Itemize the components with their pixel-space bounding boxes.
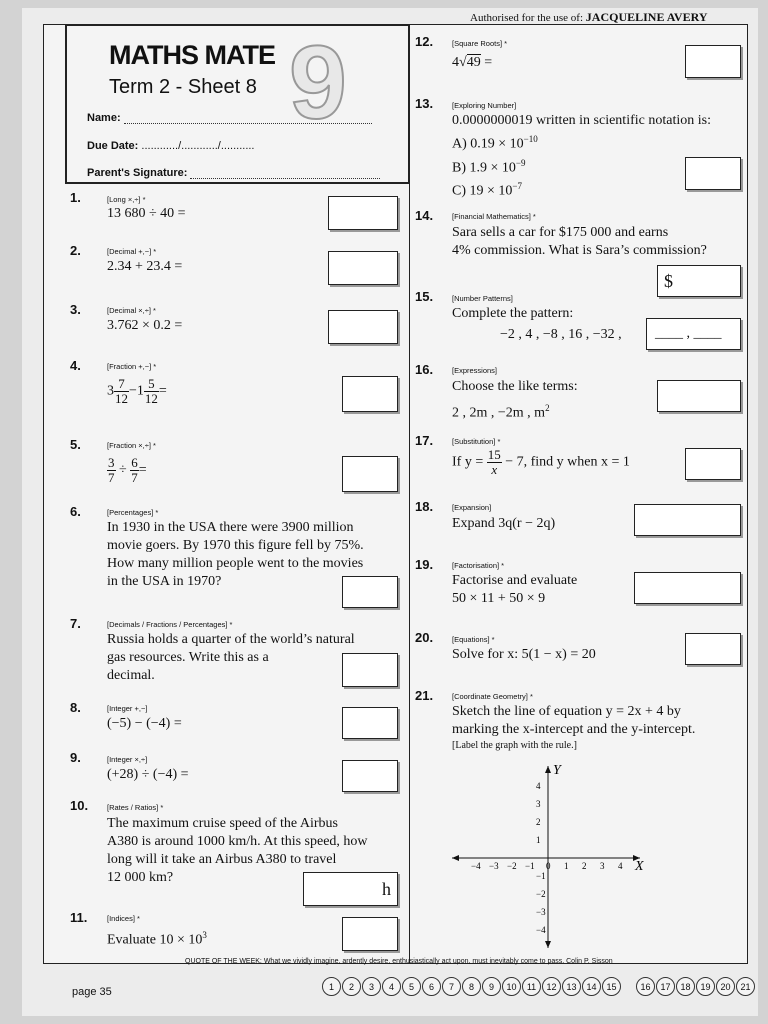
q11-text: Evaluate $10 \times 10^3$ — [107, 930, 207, 948]
dollar-unit: $ — [664, 271, 673, 291]
y-axis-arrow-down-icon — [545, 941, 551, 948]
q15-answer-box[interactable]: ____ , ____ — [646, 318, 741, 350]
authorisation-line: Authorised for the use of: JACQUELINE AVERY — [470, 10, 708, 24]
parent-signature-field[interactable]: Parent's Signature: — [87, 167, 380, 179]
q16-topic: [Expressions] — [452, 366, 498, 375]
q20-number: 20. — [415, 630, 434, 645]
q16-answer-box[interactable] — [657, 380, 741, 412]
x-tick-8: 4 — [618, 861, 623, 871]
hours-unit: h — [382, 879, 391, 899]
q17-answer-box[interactable] — [685, 448, 741, 480]
q20-answer-box[interactable] — [685, 633, 741, 665]
progress-circle-8[interactable]: 8 — [462, 977, 481, 996]
q5-fraction-a: $\frac{3}{7}$ — [108, 455, 115, 485]
q21-topic: [Coordinate Geometry] * — [452, 692, 533, 701]
y-tick-3: 1 — [536, 835, 541, 845]
progress-circle-2[interactable]: 2 — [342, 977, 361, 996]
due-date-field[interactable]: Due Date: ............/............/........... — [87, 140, 255, 152]
q17-fraction: $\frac{15}{x}$ — [487, 447, 501, 477]
q4-fraction-b: $\frac{5}{12}$ — [144, 376, 158, 406]
coordinate-grid[interactable] — [452, 760, 652, 950]
y-tick-2: 2 — [536, 817, 541, 827]
q6-text: In 1930 in the USA there were 3900 million movie goers. By 1970 this figure fell by 75%. How many million people went to the movies in the USA in 1970? — [107, 520, 364, 589]
q15-topic: [Number Patterns] — [452, 294, 513, 303]
q4-text: 3 $\frac{7}{12}$ −1 $\frac{5}{12}$ = — [107, 376, 167, 406]
q8-number: 8. — [70, 700, 81, 715]
sheet-title: MATHS MATE — [109, 40, 275, 70]
q19-text: Factorise and evaluate 50 × 11 + 50 × 9 — [452, 573, 578, 606]
q7-number: 7. — [70, 616, 81, 631]
q18-topic: [Expansion] — [452, 503, 492, 512]
q7-text: Russia holds a quarter of the world’s natural gas resources. Write this as a decimal. — [107, 632, 355, 683]
progress-circle-17[interactable]: 17 — [656, 977, 675, 996]
y-tick-4: −1 — [536, 871, 546, 881]
q3-answer-box[interactable] — [328, 310, 398, 344]
q10-number: 10. — [70, 798, 89, 813]
x-tick-0: −4 — [471, 861, 481, 871]
q4-answer-box[interactable] — [342, 376, 398, 412]
y-axis-arrow-icon — [545, 766, 551, 773]
progress-circle-21[interactable]: 21 — [736, 977, 755, 996]
q11-answer-box[interactable] — [342, 917, 398, 951]
q14-answer-box[interactable] — [657, 265, 741, 297]
q6-number: 6. — [70, 504, 81, 519]
q15-text: Complete the pattern: −2 , 4 , −8 , 16 , −32 , — [452, 306, 622, 342]
page-number: page 35 — [72, 986, 112, 998]
q21-text: Sketch the line of equation y = 2x + 4 by marking the x-intercept and the y-intercept. [Label the graph with the rule.] — [452, 704, 696, 751]
q5-fraction-b: $\frac{6}{7}$ — [131, 455, 138, 485]
q17-text: If y = $\frac{15}{x}$ − 7, find y when x = 1 — [452, 447, 630, 477]
progress-circle-18[interactable]: 18 — [676, 977, 695, 996]
y-axis-label: Y — [553, 763, 561, 778]
y-tick-6: −3 — [536, 907, 546, 917]
q6-topic: [Percentages] * — [107, 508, 159, 517]
q2-text: 2.34 + 23.4 = — [107, 259, 183, 274]
q10-answer-box[interactable] — [303, 872, 398, 906]
y-tick-1: 3 — [536, 799, 541, 809]
x-tick-5: 1 — [564, 861, 569, 871]
q18-number: 18. — [415, 499, 434, 514]
quote-of-the-week: QUOTE OF THE WEEK: What we vividly imagine, ardently desire, enthusiastically act upon, must inevitably come to pass. Colin P. Sisson — [185, 958, 613, 965]
q1-number: 1. — [70, 190, 81, 205]
q1-answer-box[interactable] — [328, 196, 398, 230]
q5-answer-box[interactable] — [342, 456, 398, 492]
q13-answer-box[interactable] — [685, 157, 741, 190]
q12-answer-box[interactable] — [685, 45, 741, 78]
q3-text: 3.762 × 0.2 = — [107, 318, 183, 333]
progress-circle-12[interactable]: 12 — [542, 977, 561, 996]
q2-number: 2. — [70, 243, 81, 258]
q13-option-c[interactable]: C) $19 \times 10^{-7}$ — [452, 181, 522, 199]
q14-number: 14. — [415, 208, 434, 223]
progress-circle-9[interactable]: 9 — [482, 977, 501, 996]
progress-circle-11[interactable]: 11 — [522, 977, 541, 996]
progress-circle-1[interactable]: 1 — [322, 977, 341, 996]
q10-topic: [Rates / Ratios] * — [107, 803, 164, 812]
y-tick-5: −2 — [536, 889, 546, 899]
q11-topic: [Indices] * — [107, 914, 140, 923]
progress-circles-16-21 — [636, 977, 755, 996]
q15-number: 15. — [415, 289, 434, 304]
q21-number: 21. — [415, 688, 434, 703]
q9-number: 9. — [70, 750, 81, 765]
q13-option-b[interactable]: B) $1.9 \times 10^{-9}$ — [452, 157, 526, 176]
sheet-header — [65, 24, 410, 184]
progress-circle-7[interactable]: 7 — [442, 977, 461, 996]
q19-number: 19. — [415, 557, 434, 572]
q10-text: The maximum cruise speed of the Airbus A380 is around 1000 km/h. At this speed, how long will it take an Airbus A380 to travel 12 000 km? — [107, 816, 368, 885]
progress-circle-10[interactable]: 10 — [502, 977, 521, 996]
q11-number: 11. — [70, 910, 88, 925]
q5-text: $\frac{3}{7}$ ÷ $\frac{6}{7}$ = — [108, 455, 147, 485]
q19-answer-box[interactable] — [634, 572, 741, 604]
q2-answer-box[interactable] — [328, 251, 398, 285]
progress-circle-3[interactable]: 3 — [362, 977, 381, 996]
q12-number: 12. — [415, 34, 434, 49]
q20-text: Solve for x: 5(1 − x) = 20 — [452, 647, 596, 662]
q8-topic: [Integer +,−] — [107, 704, 148, 713]
q4-topic: [Fraction +,−] * — [107, 362, 157, 371]
y-tick-7: −4 — [536, 925, 546, 935]
progress-circle-19[interactable]: 19 — [696, 977, 715, 996]
q5-topic: [Fraction ×,÷] * — [107, 441, 156, 450]
progress-circle-15[interactable]: 15 — [602, 977, 621, 996]
y-tick-0: 4 — [536, 781, 541, 791]
q4-fraction-a: $\frac{7}{12}$ — [115, 376, 128, 406]
x-tick-4: 0 — [546, 861, 551, 871]
q8-text: (−5) − (−4) = — [107, 716, 182, 731]
q20-topic: [Equations] * — [452, 635, 495, 644]
q7-topic: [Decimals / Fractions / Percentages] * — [107, 620, 233, 629]
q5-number: 5. — [70, 437, 81, 452]
q19-topic: [Factorisation] * — [452, 561, 505, 570]
progress-circle-5[interactable]: 5 — [402, 977, 421, 996]
q6-answer-box[interactable] — [342, 576, 398, 608]
q14-topic: [Financial Mathematics] * — [452, 212, 536, 221]
q3-number: 3. — [70, 302, 81, 317]
q7-answer-box[interactable] — [342, 653, 398, 687]
progress-circle-16[interactable]: 16 — [636, 977, 655, 996]
q8-answer-box[interactable] — [342, 707, 398, 739]
x-tick-1: −3 — [489, 861, 499, 871]
q9-text: (+28) ÷ (−4) = — [107, 767, 189, 782]
q18-answer-box[interactable] — [634, 504, 741, 536]
q9-topic: [Integer ×,÷] — [107, 755, 148, 764]
q16-text: Choose the like terms: 2 , 2m , −2m , $m^2$ — [452, 379, 578, 421]
q13-number: 13. — [415, 96, 434, 111]
q3-topic: [Decimal ×,÷] * — [107, 306, 156, 315]
x-axis-label: X — [635, 859, 644, 874]
q16-number: 16. — [415, 362, 434, 377]
q13-text: 0.0000000019 written in scientific notation is: A) $0.19 \times 10^{-10}$ B) $1.9 \times 10^{-9}$ C) $19 \times 10^{-7}$ — [452, 113, 711, 199]
q17-topic: [Substitution] * — [452, 437, 501, 446]
q12-topic: [Square Roots] * — [452, 39, 508, 48]
progress-circle-14[interactable]: 14 — [582, 977, 601, 996]
progress-circle-20[interactable]: 20 — [716, 977, 735, 996]
x-tick-3: −1 — [525, 861, 535, 871]
name-field[interactable]: Name: — [87, 112, 372, 124]
x-axis-arrow-left-icon — [452, 855, 459, 861]
x-tick-6: 2 — [582, 861, 587, 871]
progress-circle-6[interactable]: 6 — [422, 977, 441, 996]
q2-topic: [Decimal +,−] * — [107, 247, 157, 256]
q1-topic: [Long ×,÷] * — [107, 195, 146, 204]
progress-circle-13[interactable]: 13 — [562, 977, 581, 996]
progress-circles-1-15 — [322, 977, 621, 996]
q12-text: 4√49 = — [452, 55, 493, 70]
q13-option-a[interactable]: A) $0.19 \times 10^{-10}$ — [452, 134, 538, 152]
x-tick-labels — [471, 861, 623, 871]
x-tick-2: −2 — [507, 861, 517, 871]
progress-circle-4[interactable]: 4 — [382, 977, 401, 996]
q4-number: 4. — [70, 358, 81, 373]
q14-text: Sara sells a car for $175 000 and earns 4% commission. What is Sara’s commission? — [452, 225, 707, 258]
q17-number: 17. — [415, 433, 434, 448]
q18-text: Expand 3q(r − 2q) — [452, 516, 556, 531]
q9-answer-box[interactable] — [342, 760, 398, 792]
q1-text: 13 680 ÷ 40 = — [107, 206, 186, 221]
q13-topic: [Exploring Number] — [452, 101, 517, 110]
year-level-number: 9 — [289, 25, 347, 141]
sheet-subtitle: Term 2 - Sheet 8 — [109, 76, 257, 98]
x-tick-7: 3 — [600, 861, 605, 871]
